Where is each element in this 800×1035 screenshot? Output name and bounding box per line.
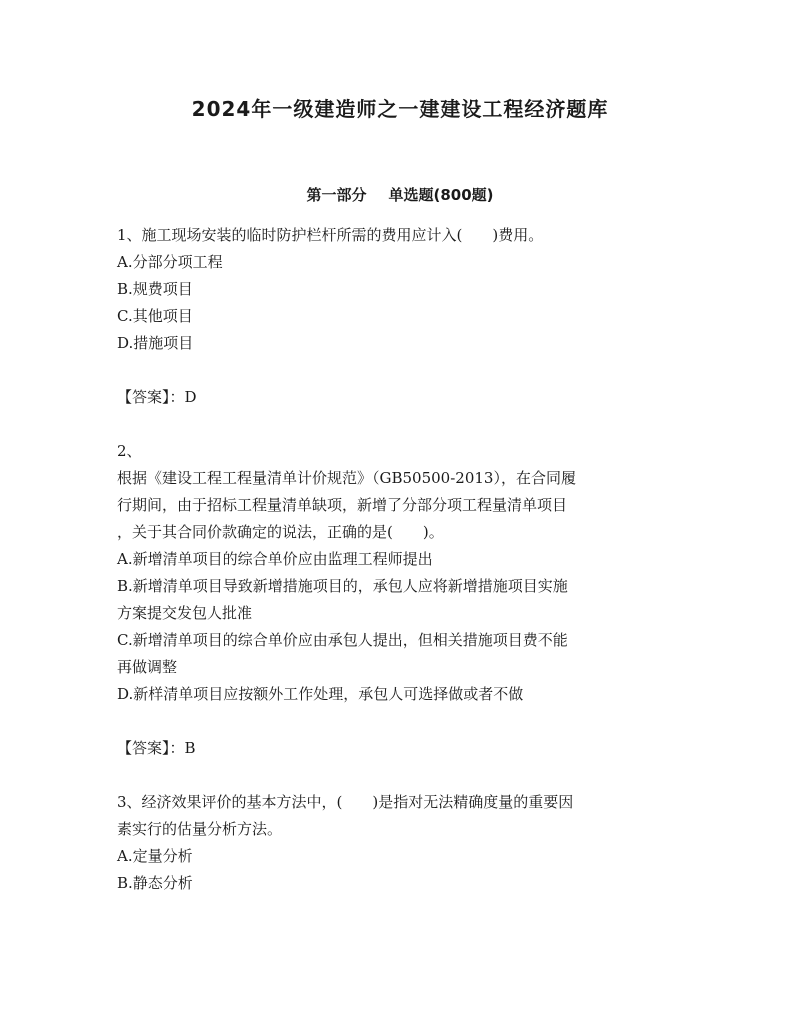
answer-label: 【答案】： bbox=[117, 388, 185, 406]
question-item bbox=[117, 789, 679, 897]
question-text-line: 根据《建设工程工程量清单计价规范》（GB50500-2013），在合同履 bbox=[117, 469, 576, 487]
option-b-continued: 方案提交发包人批准 bbox=[117, 604, 253, 622]
answer-value: D bbox=[184, 388, 197, 406]
option-b: B.新增清单项目导致新增措施项目的，承包人应将新增措施项目实施 bbox=[117, 577, 568, 595]
option-a: A.定量分析 bbox=[117, 847, 193, 865]
question-list bbox=[117, 222, 679, 897]
answer-line bbox=[117, 735, 679, 762]
option-a: A.新增清单项目的综合单价应由监理工程师提出 bbox=[117, 550, 433, 568]
question-item bbox=[117, 438, 679, 789]
question-stem bbox=[117, 222, 679, 249]
document-title: 2024年一级建造师之一建建设工程经济题库 bbox=[191, 97, 609, 121]
question-text-line: 行期间，由于招标工程量清单缺项，新增了分部分项工程量清单项目 bbox=[117, 496, 568, 514]
option-d: D.措施项目 bbox=[117, 334, 194, 352]
question-text-line: ，关于其合同价款确定的说法，正确的是( )。 bbox=[117, 523, 444, 541]
question-text: 经济效果评价的基本方法中，( )是指对无法精确度量的重要因 bbox=[141, 793, 574, 811]
question-stem bbox=[117, 789, 679, 816]
question-text: 施工现场安装的临时防护栏杆所需的费用应计入( )费用。 bbox=[141, 226, 544, 244]
section-name-label: 单选题(800题) bbox=[388, 186, 494, 204]
option-c: C.新增清单项目的综合单价应由承包人提出，但相关措施项目费不能 bbox=[117, 631, 568, 649]
option-a: A.分部分项工程 bbox=[117, 253, 223, 271]
option-b: B.规费项目 bbox=[117, 280, 193, 298]
section-part-label: 第一部分 bbox=[306, 186, 367, 204]
section-heading bbox=[0, 183, 800, 207]
option-c: C.其他项目 bbox=[117, 307, 193, 325]
question-number: 1、 bbox=[117, 226, 142, 244]
answer-label: 【答案】： bbox=[117, 739, 185, 757]
question-item bbox=[117, 222, 679, 438]
option-c-continued: 再做调整 bbox=[117, 658, 178, 676]
answer-value: B bbox=[184, 739, 196, 757]
answer-line bbox=[117, 384, 679, 411]
question-number: 3、 bbox=[117, 793, 142, 811]
option-d: D.新样清单项目应按额外工作处理，承包人可选择做或者不做 bbox=[117, 685, 524, 703]
question-text-line: 素实行的估量分析方法。 bbox=[117, 820, 283, 838]
question-number: 2、 bbox=[117, 442, 142, 460]
option-b: B.静态分析 bbox=[117, 874, 193, 892]
